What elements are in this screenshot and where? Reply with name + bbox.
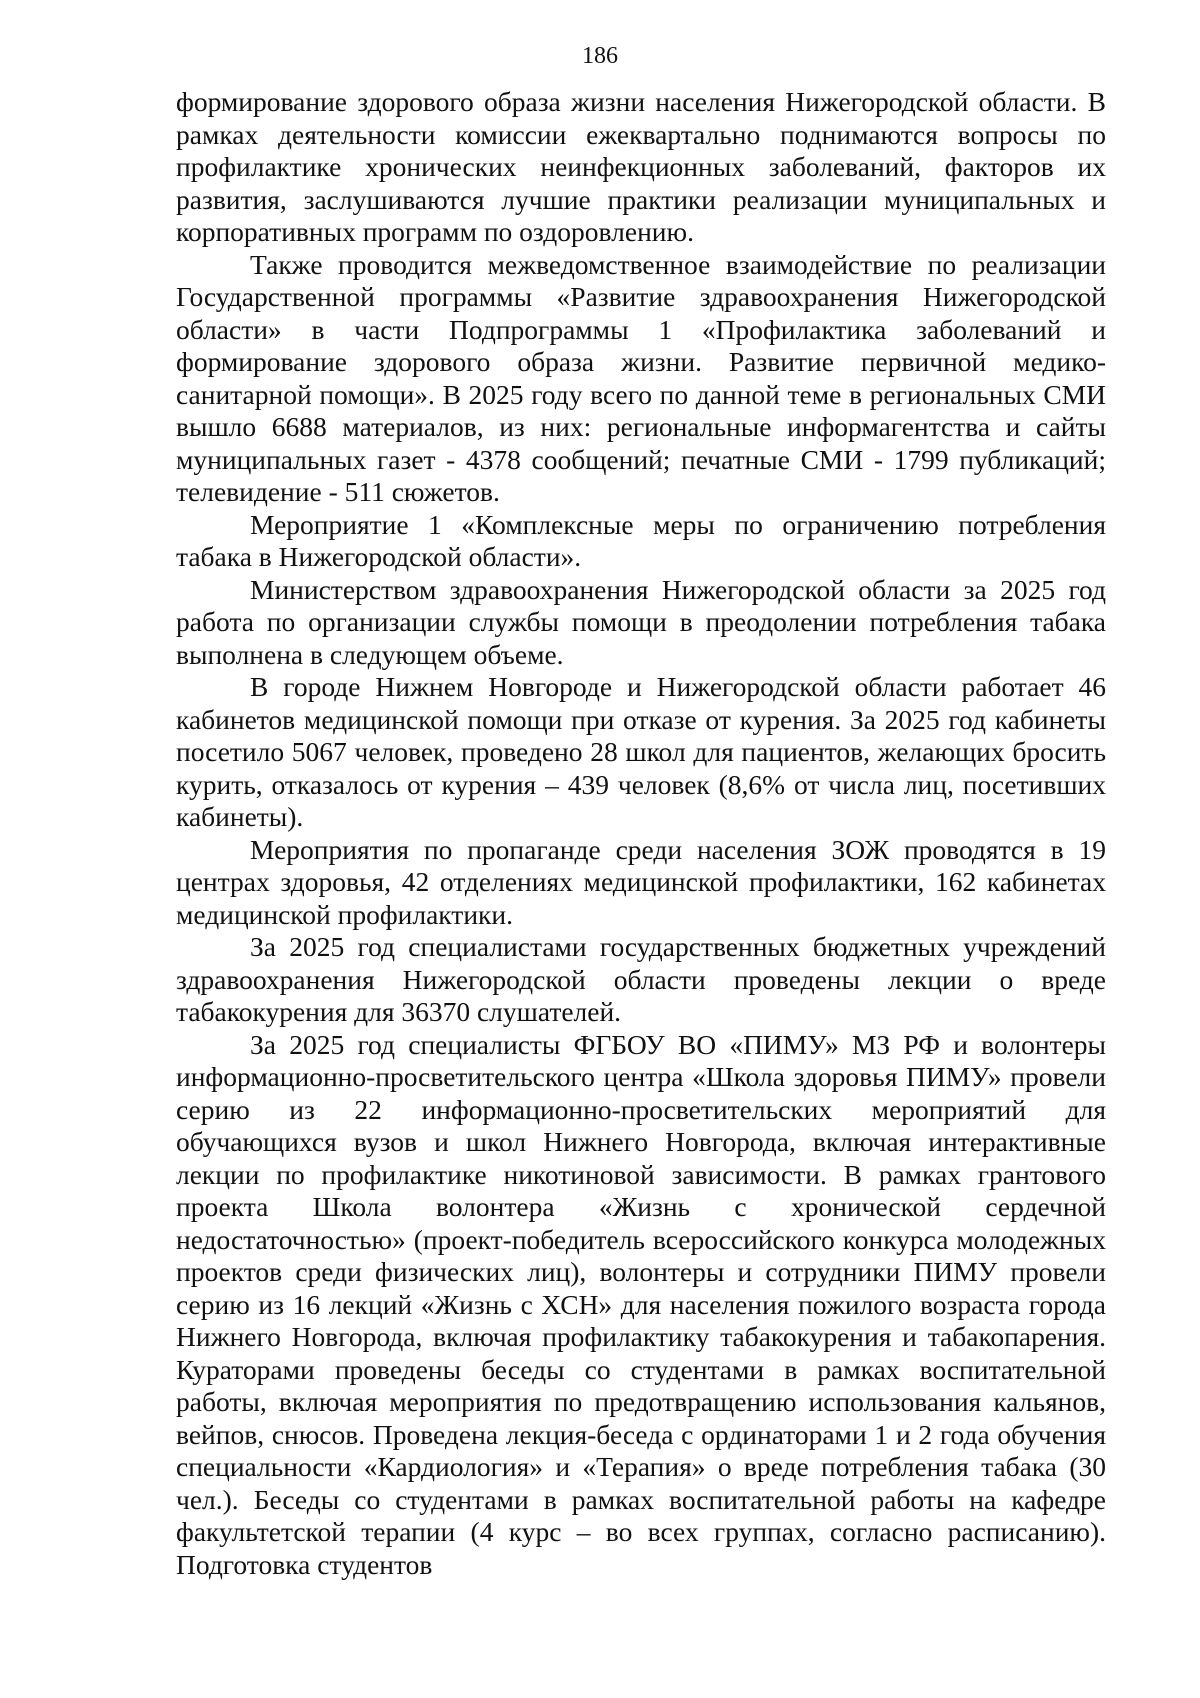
- paragraph-interagency-cooperation: Также проводится межведомственное взаимодействие по реализации Государственной программы «Развитие здравоохранения Нижегородской области» в части Подпрограммы 1 «Профилактика заболеваний и формирование здорового образа жизни. Развитие первичной медико-санитарной помощи». В 2025 году всего по данной теме в региональных СМИ вышло 6688 материалов, из них: региональные информагентства и сайты муниципальных газет - 4378 сообщений; печатные СМИ - 1799 публикаций; телевидение - 511 сюжетов.: [176, 248, 1106, 507]
- paragraph-measure-1-title: Мероприятие 1 «Комплексные меры по ограничению потребления табака в Нижегородской области».: [176, 508, 1106, 572]
- paragraph-smoking-cessation-offices: В городе Нижнем Новгороде и Нижегородской области работает 46 кабинетов медицинской помощи при отказе от курения. За 2025 год кабинеты посетило 5067 человек, проведено 28 школ для пациентов, желающих бросить курить, отказалось от курения – 439 человек (8,6% от числа лиц, посетивших кабинеты).: [176, 671, 1106, 832]
- body-text: [176, 86, 1106, 1581]
- paragraph-continuation: формирование здорового образа жизни населения Нижегородской области. В рамках деятельности комиссии ежеквартально поднимаются вопросы по профилактике хронических неинфекционных заболеваний, факторов их развития, заслушиваются лучшие практики реализации муниципальных и корпоративных программ по оздоровлению.: [176, 86, 1106, 247]
- paragraph-health-centers: Мероприятия по пропаганде среди населения ЗОЖ проводятся в 19 центрах здоровья, 42 отделениях медицинской профилактики, 162 кабинетах медицинской профилактики.: [176, 833, 1106, 930]
- paragraph-ministry-work: Министерством здравоохранения Нижегородской области за 2025 год работа по организации службы помощи в преодолении потребления табака выполнена в следующем объеме.: [176, 573, 1106, 670]
- page-number: 186: [582, 43, 618, 69]
- paragraph-lectures: За 2025 год специалистами государственных бюджетных учреждений здравоохранения Нижегородской области проведены лекции о вреде табакокурения для 36370 слушателей.: [176, 931, 1106, 1027]
- paragraph-pimu-activities: За 2025 год специалисты ФГБОУ ВО «ПИМУ» МЗ РФ и волонтеры информационно-просветительского центра «Школа здоровья ПИМУ» провели серию из 22 информационно-просветительских мероприятий для обучающихся вузов и школ Нижнего Новгорода, включая интерактивные лекции по профилактике никотиновой зависимости. В рамках грантового проекта Школа волонтера «Жизнь с хронической сердечной недостаточностью» (проект-победитель всероссийского конкурса молодежных проектов среди физических лиц), волонтеры и сотрудники ПИМУ провели серию из 16 лекций «Жизнь с ХСН» для населения пожилого возраста города Нижнего Новгорода, включая профилактику табакокурения и табакопарения. Кураторами проведены беседы со студентами в рамках воспитательной работы, включая мероприятия по предотвращению использования кальянов, вейпов, снюсов. Проведена лекция-беседа с ординаторами 1 и 2 года обучения специальности «Кардиология» и «Терапия» о вреде потребления табака (30 чел.). Беседы со студентами в рамках воспитательной работы на кафедре факультетской терапии (4 курс – во всех группах, согласно расписанию). Подготовка студентов: [176, 1028, 1106, 1580]
